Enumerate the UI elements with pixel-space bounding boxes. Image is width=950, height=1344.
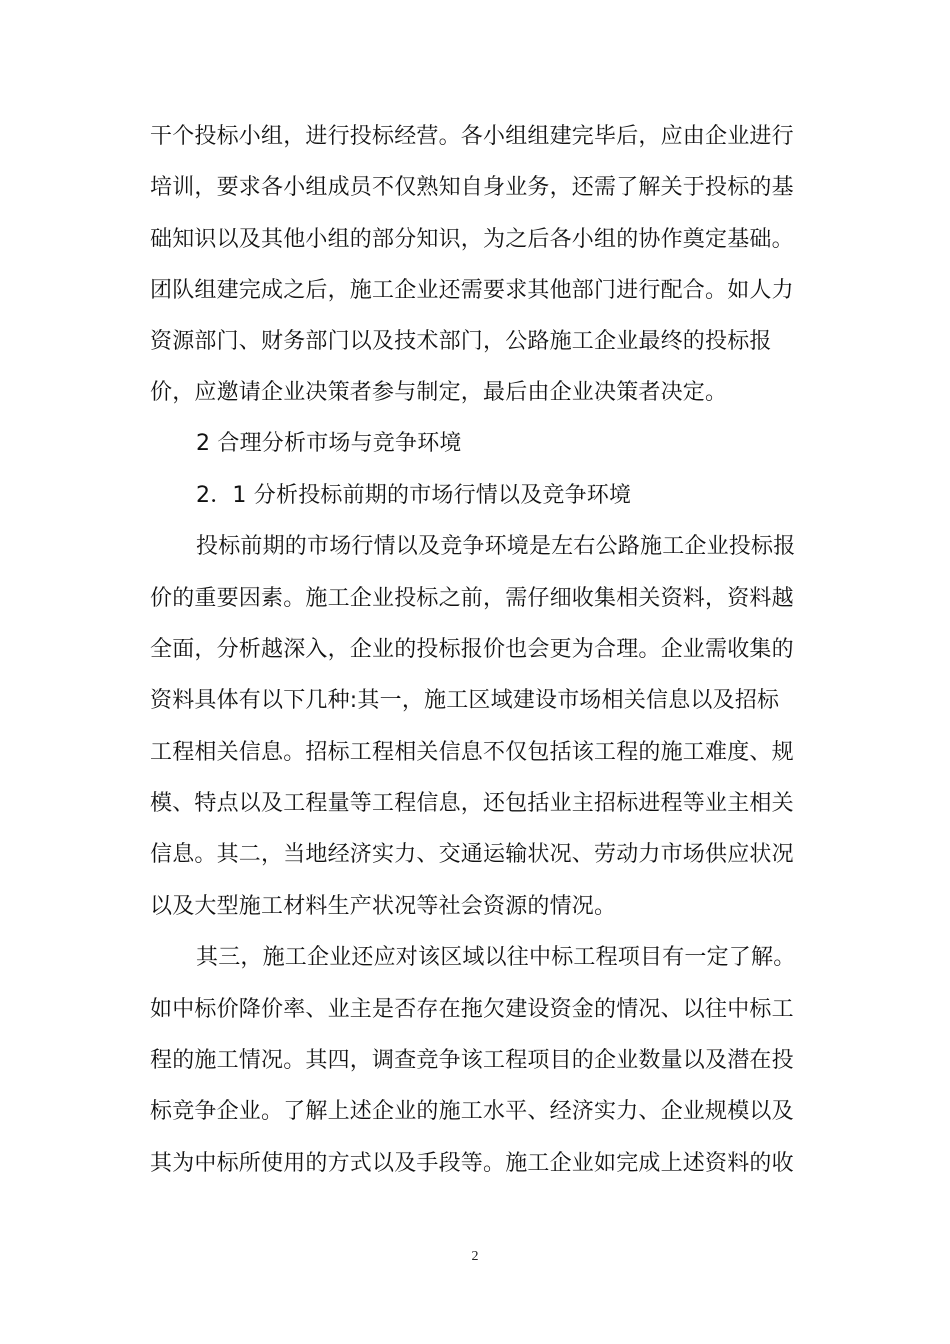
body-text-line: 如中标价降价率、业主是否存在拖欠建设资金的情况、以往中标工 [150, 997, 794, 1022]
body-text-line: 标竞争企业。了解上述企业的施工水平、经济实力、企业规模以及 [150, 1099, 794, 1124]
body-text-line: 础知识以及其他小组的部分知识，为之后各小组的协作奠定基础。 [150, 227, 794, 252]
subsection-heading: 2．1 分析投标前期的市场行情以及竞争环境 [196, 483, 632, 508]
body-text-line: 全面，分析越深入，企业的投标报价也会更为合理。企业需收集的 [150, 637, 794, 662]
body-text-line: 价，应邀请企业决策者参与制定，最后由企业决策者决定。 [150, 380, 728, 405]
section-heading: 2 合理分析市场与竞争环境 [196, 431, 462, 456]
body-text-line: 干个投标小组，进行投标经营。各小组组建完毕后，应由企业进行 [150, 124, 794, 149]
body-text-line: 资源部门、财务部门以及技术部门，公路施工企业最终的投标报 [150, 329, 772, 354]
body-text-line: 工程相关信息。招标工程相关信息不仅包括该工程的施工难度、规 [150, 740, 794, 765]
body-text-line: 以及大型施工材料生产状况等社会资源的情况。 [150, 894, 617, 919]
body-text-line: 模、特点以及工程量等工程信息，还包括业主招标进程等业主相关 [150, 791, 794, 816]
body-text-line: 其三，施工企业还应对该区域以往中标工程项目有一定了解。 [196, 945, 796, 970]
body-text-line: 其为中标所使用的方式以及手段等。施工企业如完成上述资料的收 [150, 1151, 794, 1176]
page-number: 2 [471, 1249, 479, 1264]
body-text-line: 程的施工情况。其四，调查竞争该工程项目的企业数量以及潜在投 [150, 1048, 794, 1073]
body-text-line: 资料具体有以下几种:其一，施工区域建设市场相关信息以及招标 [150, 688, 780, 713]
body-text-line: 培训，要求各小组成员不仅熟知自身业务，还需了解关于投标的基 [150, 175, 794, 200]
body-text-line: 投标前期的市场行情以及竞争环境是左右公路施工企业投标报 [196, 534, 796, 559]
body-text-line: 信息。其二，当地经济实力、交通运输状况、劳动力市场供应状况 [150, 842, 794, 867]
body-text-line: 团队组建完成之后，施工企业还需要求其他部门进行配合。如人力 [150, 278, 794, 303]
body-text-line: 价的重要因素。施工企业投标之前，需仔细收集相关资料，资料越 [150, 586, 794, 611]
